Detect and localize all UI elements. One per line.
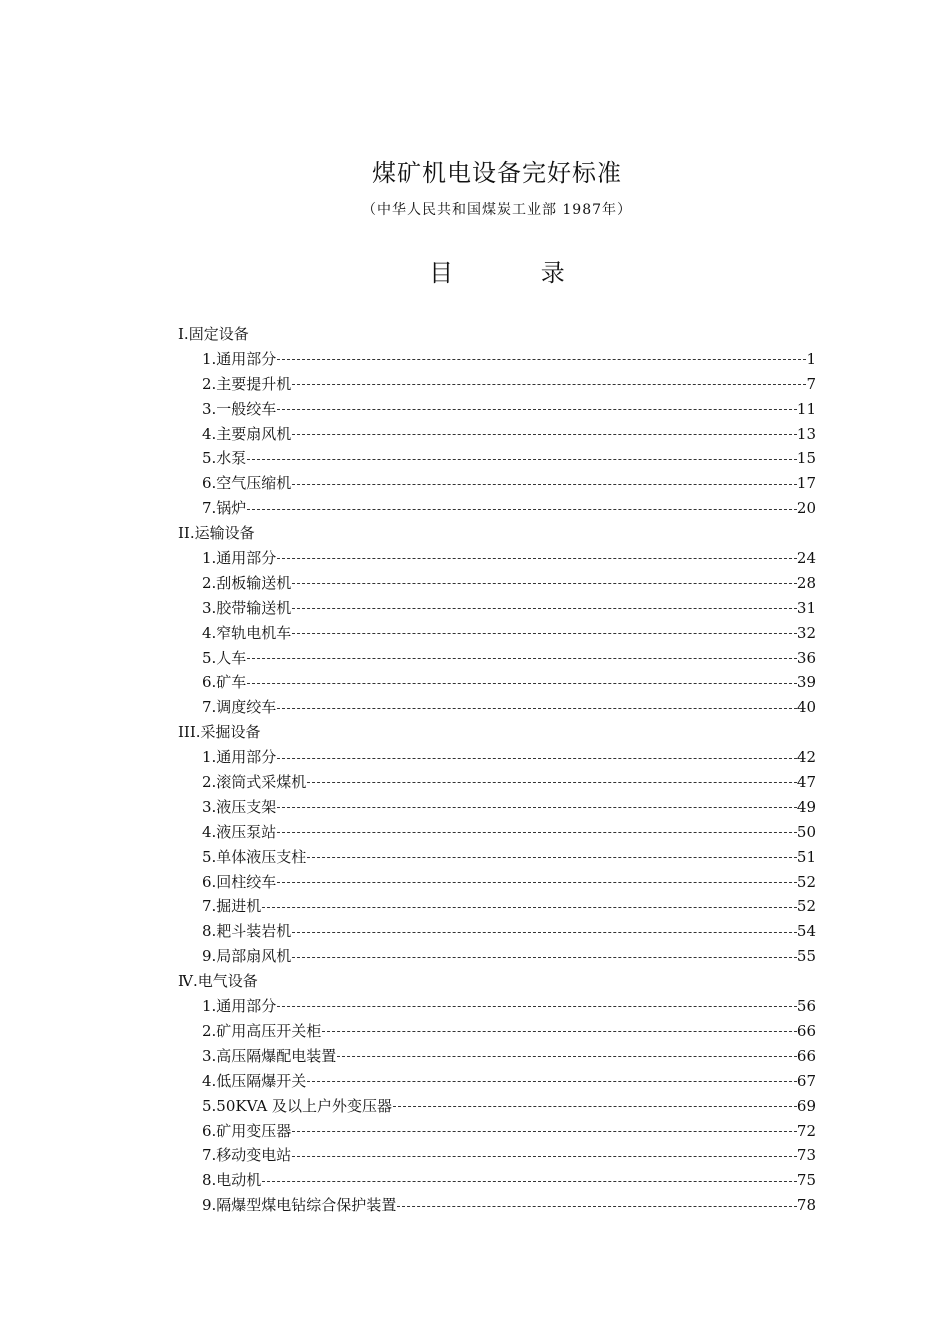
toc-leader-line — [262, 1181, 797, 1182]
toc-leader-line — [322, 1031, 797, 1032]
toc-entry-page-number: 50 — [796, 822, 816, 841]
toc-entry-label: 4.主要扇风机 — [202, 424, 292, 443]
toc-entry-label: 5.人车 — [202, 648, 247, 667]
toc-leader-line — [277, 359, 806, 360]
toc-leader-line — [277, 708, 797, 709]
toc-entry-label: 3.高压隔爆配电装置 — [202, 1046, 337, 1065]
toc-leader-line — [307, 857, 797, 858]
toc-entry-page-number: 17 — [796, 474, 816, 493]
toc-entry-page-number: 69 — [796, 1096, 816, 1115]
toc-entry-page-number: 49 — [796, 797, 816, 816]
toc-entry-label: 2.矿用高压开关柜 — [202, 1021, 322, 1040]
toc-entry[interactable] — [178, 471, 816, 496]
toc-entry[interactable] — [178, 1094, 816, 1119]
toc-leader-line — [292, 1131, 797, 1132]
toc-entry-label: 2.滚筒式采煤机 — [202, 773, 307, 792]
toc-entry-label: 3.胶带输送机 — [202, 598, 292, 617]
document-title: 煤矿机电设备完好标准 — [372, 159, 622, 187]
toc-entry-page-number: 47 — [796, 773, 816, 792]
toc-leader-line — [307, 782, 797, 783]
toc-entry-page-number: 67 — [796, 1071, 816, 1090]
toc-entry[interactable] — [178, 745, 816, 770]
toc-leader-line — [292, 957, 797, 958]
toc-leader-line — [292, 583, 797, 584]
toc-leader-line — [277, 409, 797, 410]
toc-entry-page-number: 39 — [796, 673, 816, 692]
toc-entry-page-number: 13 — [796, 424, 816, 443]
toc-entry-label: 4.窄轨电机车 — [202, 623, 292, 642]
toc-entry[interactable] — [178, 1069, 816, 1094]
toc-entry[interactable] — [178, 422, 816, 447]
toc-entry-page-number: 7 — [806, 374, 816, 393]
toc-section-title: III.采掘设备 — [178, 723, 261, 742]
toc-entry-label: 7.锅炉 — [202, 499, 247, 518]
toc-entry-page-number: 32 — [796, 623, 816, 642]
toc-entry-label: 1.通用部分 — [202, 748, 277, 767]
toc-entry-page-number: 56 — [796, 997, 816, 1016]
toc-entry-label: 5.单体液压支柱 — [202, 847, 307, 866]
toc-entry-label: 9.隔爆型煤电钻综合保护装置 — [202, 1196, 397, 1215]
toc-entry[interactable] — [178, 1143, 816, 1168]
toc-entry-label: 7.调度绞车 — [202, 698, 277, 717]
toc-entry-page-number: 11 — [796, 399, 816, 418]
toc-leader-line — [247, 683, 797, 684]
toc-section-title: Ⅳ.电气设备 — [178, 972, 258, 991]
toc-leader-line — [277, 1006, 797, 1007]
toc-leader-line — [292, 932, 797, 933]
toc-leader-line — [277, 832, 797, 833]
toc-entry[interactable] — [178, 1044, 816, 1069]
toc-entry-label: 4.低压隔爆开关 — [202, 1071, 307, 1090]
toc-section — [178, 720, 816, 969]
toc-entry[interactable] — [178, 770, 816, 795]
toc-entry[interactable] — [178, 670, 816, 695]
toc-entry[interactable] — [178, 347, 816, 372]
toc-entry-label: 7.移动变电站 — [202, 1146, 292, 1165]
toc-entry[interactable] — [178, 1019, 816, 1044]
toc-entry-page-number: 42 — [796, 748, 816, 767]
toc-entry-page-number: 24 — [796, 549, 816, 568]
toc-entry[interactable] — [178, 446, 816, 471]
toc-entry-label: 9.局部扇风机 — [202, 947, 292, 966]
toc-entry[interactable] — [178, 820, 816, 845]
toc-leader-line — [337, 1056, 797, 1057]
toc-entry-page-number: 1 — [806, 349, 816, 368]
toc-entry[interactable] — [178, 372, 816, 397]
toc-entry-label: 5.水泵 — [202, 449, 247, 468]
toc-leader-line — [307, 1081, 797, 1082]
toc-leader-line — [292, 434, 797, 435]
toc-entry[interactable] — [178, 944, 816, 969]
toc-leader-line — [292, 1156, 797, 1157]
toc-entry-label: 7.掘进机 — [202, 897, 262, 916]
toc-section — [178, 322, 816, 521]
toc-leader-line — [247, 658, 797, 659]
toc-entry[interactable] — [178, 496, 816, 521]
toc-leader-line — [292, 384, 806, 385]
toc-entry-page-number: 75 — [796, 1171, 816, 1190]
toc-entry-page-number: 66 — [796, 1021, 816, 1040]
toc-entry-page-number: 36 — [796, 648, 816, 667]
toc-entry[interactable] — [178, 894, 816, 919]
toc-section-title: II.运输设备 — [178, 524, 255, 543]
toc-leader-line — [262, 907, 797, 908]
toc-entry[interactable] — [178, 919, 816, 944]
toc-entry-page-number: 31 — [796, 598, 816, 617]
toc-entry-label: 1.通用部分 — [202, 997, 277, 1016]
toc-leader-line — [277, 807, 797, 808]
toc-leader-line — [247, 459, 797, 460]
toc-entry-page-number: 20 — [796, 499, 816, 518]
toc-heading: 目 录 — [429, 259, 605, 287]
toc-entry-label: 3.液压支架 — [202, 797, 277, 816]
toc-entry-page-number: 55 — [796, 947, 816, 966]
toc-entry-label: 6.回柱绞车 — [202, 872, 277, 891]
toc-entry[interactable] — [178, 596, 816, 621]
toc-entry-page-number: 52 — [796, 897, 816, 916]
toc-entry-label: 6.空气压缩机 — [202, 474, 292, 493]
toc-leader-line — [277, 882, 797, 883]
toc-section-title: I.固定设备 — [178, 325, 249, 343]
toc-leader-line — [247, 509, 797, 510]
toc-entry-page-number: 40 — [796, 698, 816, 717]
toc-entry-label: 3.一般绞车 — [202, 399, 277, 418]
toc-entry[interactable] — [178, 571, 816, 596]
toc-entry-label: 8.耙斗装岩机 — [202, 922, 292, 941]
toc-section — [178, 521, 816, 720]
toc-section — [178, 969, 816, 1218]
toc-entry[interactable] — [178, 1168, 816, 1193]
toc-entry-page-number: 52 — [796, 872, 816, 891]
toc-entry[interactable] — [178, 546, 816, 571]
toc-entry[interactable] — [178, 870, 816, 895]
toc-leader-line — [277, 558, 797, 559]
toc-entry[interactable] — [178, 1119, 816, 1144]
toc-entry-page-number: 66 — [796, 1046, 816, 1065]
toc-entry-page-number: 28 — [796, 573, 816, 592]
toc-entry[interactable] — [178, 845, 816, 870]
toc-leader-line — [292, 608, 797, 609]
toc-entry-label: 8.电动机 — [202, 1171, 262, 1190]
toc-entry[interactable] — [178, 621, 816, 646]
toc-entry-page-number: 72 — [796, 1121, 816, 1140]
toc-leader-line — [292, 484, 797, 485]
toc-entry-label: 6.矿用变压器 — [202, 1121, 292, 1140]
toc-leader-line — [397, 1206, 797, 1207]
toc-entry-page-number: 15 — [796, 449, 816, 468]
toc-leader-line — [277, 758, 797, 759]
toc-entry[interactable] — [178, 397, 816, 422]
toc-entry-page-number: 78 — [796, 1196, 816, 1215]
toc-entry[interactable] — [178, 795, 816, 820]
toc-entry-label: 6.矿车 — [202, 673, 247, 692]
toc-leader-line — [292, 633, 797, 634]
toc-entry-label: 5.50KVA 及以上户外变压器 — [202, 1096, 393, 1115]
toc-leader-line — [393, 1106, 797, 1107]
toc-entry-label: 1.通用部分 — [202, 549, 277, 568]
toc-entry-label: 2.刮板输送机 — [202, 573, 292, 592]
toc-entry-page-number: 54 — [796, 922, 816, 941]
document-subtitle: （中华人民共和国煤炭工业部 1987年） — [361, 202, 633, 218]
toc-entry-label: 2.主要提升机 — [202, 374, 292, 393]
toc-entry[interactable] — [178, 695, 816, 720]
toc-entry[interactable] — [178, 646, 816, 671]
toc-entry-label: 1.通用部分 — [202, 349, 277, 368]
toc-entry[interactable] — [178, 1193, 816, 1218]
toc-entry-page-number: 73 — [796, 1146, 816, 1165]
toc-entry[interactable] — [178, 994, 816, 1019]
toc-entry-page-number: 51 — [796, 847, 816, 866]
toc-entry-label: 4.液压泵站 — [202, 822, 277, 841]
table-of-contents — [178, 322, 816, 1218]
